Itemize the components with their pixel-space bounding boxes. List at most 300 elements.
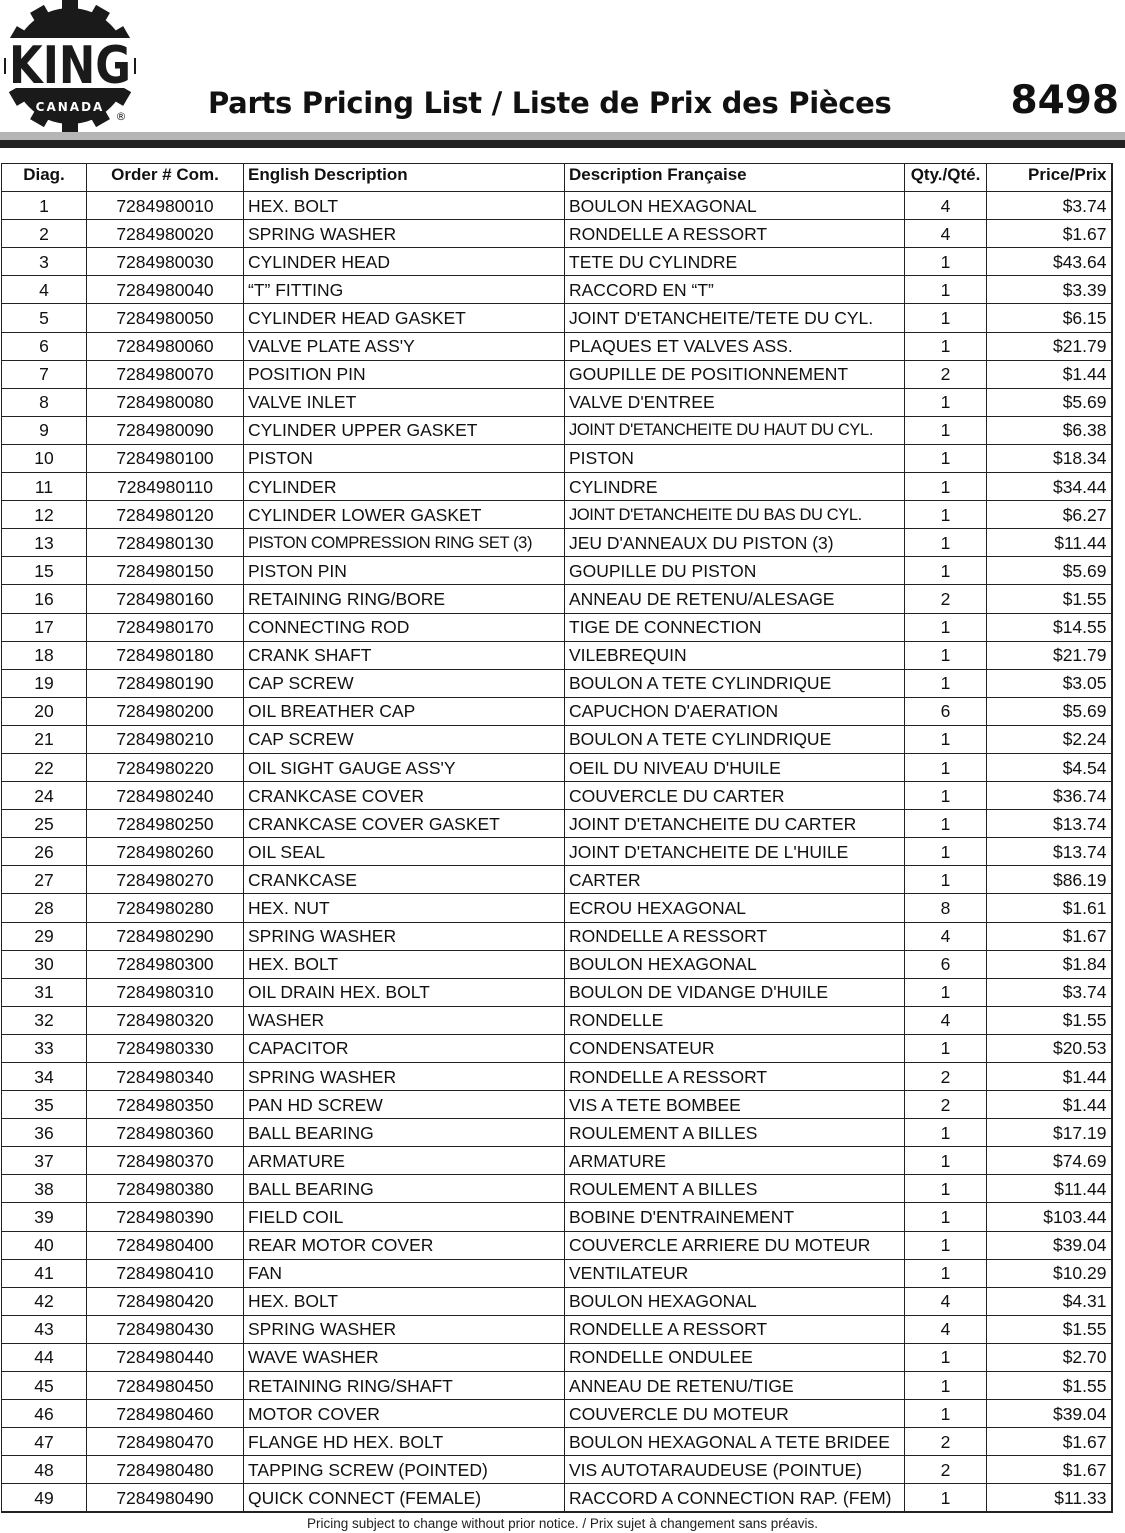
cell-diag: 32	[2, 1006, 87, 1034]
cell-order-number: 7284980180	[87, 641, 244, 669]
cell-english-description: CAPACITOR	[244, 1034, 565, 1062]
cell-english-description: PAN HD SCREW	[244, 1091, 565, 1119]
table-row	[2, 332, 1112, 360]
col-header-qty: Qty./Qté.	[905, 164, 987, 192]
cell-order-number: 7284980310	[87, 978, 244, 1006]
cell-diag: 22	[2, 753, 87, 781]
cell-english-description: HEX. BOLT	[244, 192, 565, 220]
cell-order-number: 7284980490	[87, 1484, 244, 1512]
cell-french-description: JOINT D'ETANCHEITE DU HAUT DU CYL.	[565, 416, 905, 444]
cell-english-description: CRANKCASE	[244, 866, 565, 894]
cell-french-description: BOULON HEXAGONAL	[565, 1287, 905, 1315]
cell-french-description: JOINT D'ETANCHEITE DE L'HUILE	[565, 838, 905, 866]
cell-order-number: 7284980070	[87, 360, 244, 388]
cell-english-description: SPRING WASHER	[244, 220, 565, 248]
cell-order-number: 7284980170	[87, 613, 244, 641]
cell-quantity: 2	[905, 1063, 987, 1091]
cell-price: $3.74	[987, 978, 1112, 1006]
cell-diag: 21	[2, 725, 87, 753]
cell-order-number: 7284980050	[87, 304, 244, 332]
cell-english-description: TAPPING SCREW (POINTED)	[244, 1456, 565, 1484]
table-row	[2, 1034, 1112, 1062]
cell-price: $1.55	[987, 1372, 1112, 1400]
cell-quantity: 1	[905, 838, 987, 866]
cell-french-description: COUVERCLE DU CARTER	[565, 782, 905, 810]
cell-english-description: WAVE WASHER	[244, 1343, 565, 1371]
cell-diag: 43	[2, 1315, 87, 1343]
cell-french-description: ANNEAU DE RETENU/ALESAGE	[565, 585, 905, 613]
cell-price: $21.79	[987, 332, 1112, 360]
cell-order-number: 7284980240	[87, 782, 244, 810]
cell-order-number: 7284980120	[87, 501, 244, 529]
cell-price: $3.05	[987, 669, 1112, 697]
table-row	[2, 1287, 1112, 1315]
cell-quantity: 1	[905, 1034, 987, 1062]
table-row	[2, 810, 1112, 838]
cell-english-description: REAR MOTOR COVER	[244, 1231, 565, 1259]
cell-order-number: 7284980390	[87, 1203, 244, 1231]
cell-quantity: 2	[905, 1091, 987, 1119]
cell-price: $1.84	[987, 950, 1112, 978]
cell-price: $1.55	[987, 1315, 1112, 1343]
cell-price: $43.64	[987, 248, 1112, 276]
cell-french-description: RONDELLE ONDULEE	[565, 1343, 905, 1371]
cell-quantity: 1	[905, 725, 987, 753]
cell-french-description: JOINT D'ETANCHEITE DU BAS DU CYL.	[565, 501, 905, 529]
cell-order-number: 7284980480	[87, 1456, 244, 1484]
table-row	[2, 585, 1112, 613]
table-row	[2, 1428, 1112, 1456]
header-rule-grey	[0, 132, 1125, 140]
cell-diag: 31	[2, 978, 87, 1006]
table-row	[2, 1343, 1112, 1371]
table-row	[2, 220, 1112, 248]
cell-quantity: 1	[905, 1484, 987, 1512]
cell-french-description: ROULEMENT A BILLES	[565, 1175, 905, 1203]
cell-quantity: 1	[905, 641, 987, 669]
cell-diag: 1	[2, 192, 87, 220]
cell-price: $1.67	[987, 922, 1112, 950]
cell-english-description: CYLINDER LOWER GASKET	[244, 501, 565, 529]
cell-quantity: 1	[905, 1231, 987, 1259]
table-row	[2, 1147, 1112, 1175]
cell-price: $18.34	[987, 444, 1112, 472]
table-row	[2, 473, 1112, 501]
cell-order-number: 7284980430	[87, 1315, 244, 1343]
cell-quantity: 6	[905, 697, 987, 725]
cell-english-description: RETAINING RING/SHAFT	[244, 1372, 565, 1400]
cell-french-description: BOULON HEXAGONAL	[565, 192, 905, 220]
cell-quantity: 1	[905, 1175, 987, 1203]
cell-french-description: CAPUCHON D'AERATION	[565, 697, 905, 725]
cell-price: $1.67	[987, 1456, 1112, 1484]
cell-english-description: WASHER	[244, 1006, 565, 1034]
cell-quantity: 4	[905, 192, 987, 220]
cell-diag: 9	[2, 416, 87, 444]
cell-english-description: SPRING WASHER	[244, 1315, 565, 1343]
cell-french-description: VENTILATEUR	[565, 1259, 905, 1287]
cell-order-number: 7284980210	[87, 725, 244, 753]
cell-price: $3.39	[987, 276, 1112, 304]
cell-english-description: CRANKCASE COVER	[244, 782, 565, 810]
cell-order-number: 7284980190	[87, 669, 244, 697]
cell-price: $6.38	[987, 416, 1112, 444]
model-number: 8498	[1010, 78, 1119, 123]
cell-price: $39.04	[987, 1400, 1112, 1428]
cell-french-description: CARTER	[565, 866, 905, 894]
cell-french-description: COUVERCLE DU MOTEUR	[565, 1400, 905, 1428]
cell-french-description: VIS AUTOTARAUDEUSE (POINTUE)	[565, 1456, 905, 1484]
cell-english-description: POSITION PIN	[244, 360, 565, 388]
table-row	[2, 416, 1112, 444]
table-row	[2, 641, 1112, 669]
cell-diag: 38	[2, 1175, 87, 1203]
table-row	[2, 782, 1112, 810]
cell-diag: 30	[2, 950, 87, 978]
cell-order-number: 7284980440	[87, 1343, 244, 1371]
table-row	[2, 1400, 1112, 1428]
cell-french-description: ROULEMENT A BILLES	[565, 1119, 905, 1147]
cell-quantity: 1	[905, 866, 987, 894]
cell-french-description: VIS A TETE BOMBEE	[565, 1091, 905, 1119]
cell-french-description: GOUPILLE DE POSITIONNEMENT	[565, 360, 905, 388]
cell-quantity: 4	[905, 922, 987, 950]
cell-diag: 20	[2, 697, 87, 725]
cell-french-description: BOULON HEXAGONAL	[565, 950, 905, 978]
cell-price: $4.54	[987, 753, 1112, 781]
cell-quantity: 6	[905, 950, 987, 978]
cell-diag: 19	[2, 669, 87, 697]
cell-order-number: 7284980280	[87, 894, 244, 922]
cell-order-number: 7284980150	[87, 557, 244, 585]
cell-diag: 5	[2, 304, 87, 332]
cell-price: $36.74	[987, 782, 1112, 810]
cell-diag: 11	[2, 473, 87, 501]
cell-quantity: 2	[905, 1428, 987, 1456]
cell-english-description: VALVE PLATE ASS'Y	[244, 332, 565, 360]
cell-quantity: 1	[905, 1203, 987, 1231]
table-row	[2, 838, 1112, 866]
table-row	[2, 1315, 1112, 1343]
cell-diag: 4	[2, 276, 87, 304]
cell-quantity: 2	[905, 360, 987, 388]
table-row	[2, 1456, 1112, 1484]
cell-quantity: 8	[905, 894, 987, 922]
cell-french-description: BOULON HEXAGONAL A TETE BRIDEE	[565, 1428, 905, 1456]
cell-order-number: 7284980040	[87, 276, 244, 304]
cell-price: $6.27	[987, 501, 1112, 529]
cell-diag: 12	[2, 501, 87, 529]
table-row	[2, 1063, 1112, 1091]
col-header-english: English Description	[244, 164, 565, 192]
cell-diag: 47	[2, 1428, 87, 1456]
cell-order-number: 7284980410	[87, 1259, 244, 1287]
cell-french-description: BOULON DE VIDANGE D'HUILE	[565, 978, 905, 1006]
cell-quantity: 4	[905, 1006, 987, 1034]
cell-french-description: CYLINDRE	[565, 473, 905, 501]
cell-quantity: 2	[905, 1456, 987, 1484]
cell-price: $39.04	[987, 1231, 1112, 1259]
cell-price: $74.69	[987, 1147, 1112, 1175]
cell-english-description: CYLINDER UPPER GASKET	[244, 416, 565, 444]
cell-english-description: FAN	[244, 1259, 565, 1287]
cell-english-description: PISTON COMPRESSION RING SET (3)	[244, 529, 565, 557]
cell-diag: 36	[2, 1119, 87, 1147]
cell-french-description: PLAQUES ET VALVES ASS.	[565, 332, 905, 360]
cell-english-description: PISTON	[244, 444, 565, 472]
cell-english-description: CONNECTING ROD	[244, 613, 565, 641]
cell-price: $103.44	[987, 1203, 1112, 1231]
cell-english-description: MOTOR COVER	[244, 1400, 565, 1428]
cell-quantity: 1	[905, 304, 987, 332]
cell-diag: 8	[2, 388, 87, 416]
cell-quantity: 4	[905, 1287, 987, 1315]
cell-english-description: OIL SIGHT GAUGE ASS'Y	[244, 753, 565, 781]
cell-diag: 2	[2, 220, 87, 248]
cell-quantity: 1	[905, 613, 987, 641]
cell-french-description: RONDELLE A RESSORT	[565, 220, 905, 248]
cell-diag: 27	[2, 866, 87, 894]
cell-english-description: RETAINING RING/BORE	[244, 585, 565, 613]
cell-diag: 10	[2, 444, 87, 472]
page-title: Parts Pricing List / Liste de Prix des Pièces	[208, 86, 892, 120]
table-header-row	[2, 164, 1112, 192]
cell-price: $5.69	[987, 388, 1112, 416]
cell-price: $14.55	[987, 613, 1112, 641]
cell-diag: 17	[2, 613, 87, 641]
table-row	[2, 1484, 1112, 1512]
cell-english-description: CRANKCASE COVER GASKET	[244, 810, 565, 838]
cell-order-number: 7284980020	[87, 220, 244, 248]
cell-quantity: 1	[905, 473, 987, 501]
table-row	[2, 1119, 1112, 1147]
table-row	[2, 1231, 1112, 1259]
cell-quantity: 1	[905, 1259, 987, 1287]
cell-price: $1.67	[987, 1428, 1112, 1456]
table-row	[2, 276, 1112, 304]
cell-english-description: OIL BREATHER CAP	[244, 697, 565, 725]
cell-french-description: ANNEAU DE RETENU/TIGE	[565, 1372, 905, 1400]
col-header-price: Price/Prix	[987, 164, 1112, 192]
cell-price: $1.44	[987, 360, 1112, 388]
cell-order-number: 7284980160	[87, 585, 244, 613]
cell-diag: 46	[2, 1400, 87, 1428]
cell-english-description: CAP SCREW	[244, 669, 565, 697]
cell-price: $5.69	[987, 697, 1112, 725]
cell-diag: 41	[2, 1259, 87, 1287]
cell-order-number: 7284980300	[87, 950, 244, 978]
cell-quantity: 1	[905, 388, 987, 416]
table-row	[2, 501, 1112, 529]
cell-english-description: BALL BEARING	[244, 1175, 565, 1203]
table-row	[2, 866, 1112, 894]
cell-french-description: RONDELLE A RESSORT	[565, 922, 905, 950]
cell-quantity: 1	[905, 276, 987, 304]
cell-diag: 26	[2, 838, 87, 866]
cell-price: $1.67	[987, 220, 1112, 248]
cell-french-description: JOINT D'ETANCHEITE DU CARTER	[565, 810, 905, 838]
cell-english-description: QUICK CONNECT (FEMALE)	[244, 1484, 565, 1512]
cell-french-description: RONDELLE A RESSORT	[565, 1315, 905, 1343]
cell-diag: 25	[2, 810, 87, 838]
cell-quantity: 1	[905, 248, 987, 276]
cell-order-number: 7284980220	[87, 753, 244, 781]
cell-price: $1.55	[987, 585, 1112, 613]
cell-diag: 42	[2, 1287, 87, 1315]
cell-diag: 16	[2, 585, 87, 613]
table-row	[2, 1006, 1112, 1034]
table-row	[2, 1175, 1112, 1203]
cell-price: $3.74	[987, 192, 1112, 220]
cell-order-number: 7284980100	[87, 444, 244, 472]
cell-french-description: ECROU HEXAGONAL	[565, 894, 905, 922]
cell-french-description: VILEBREQUIN	[565, 641, 905, 669]
cell-price: $1.44	[987, 1063, 1112, 1091]
table-row	[2, 529, 1112, 557]
cell-price: $2.70	[987, 1343, 1112, 1371]
cell-diag: 35	[2, 1091, 87, 1119]
cell-diag: 44	[2, 1343, 87, 1371]
cell-english-description: BALL BEARING	[244, 1119, 565, 1147]
cell-order-number: 7284980090	[87, 416, 244, 444]
table-row	[2, 725, 1112, 753]
cell-order-number: 7284980110	[87, 473, 244, 501]
table-row	[2, 978, 1112, 1006]
cell-quantity: 1	[905, 782, 987, 810]
cell-price: $6.15	[987, 304, 1112, 332]
col-header-french: Description Française	[565, 164, 905, 192]
cell-price: $21.79	[987, 641, 1112, 669]
cell-order-number: 7284980360	[87, 1119, 244, 1147]
cell-english-description: CRANK SHAFT	[244, 641, 565, 669]
cell-quantity: 1	[905, 501, 987, 529]
table-row	[2, 1372, 1112, 1400]
table-row	[2, 894, 1112, 922]
cell-price: $1.61	[987, 894, 1112, 922]
cell-diag: 7	[2, 360, 87, 388]
cell-french-description: RACCORD A CONNECTION RAP. (FEM)	[565, 1484, 905, 1512]
cell-order-number: 7284980400	[87, 1231, 244, 1259]
cell-price: $13.74	[987, 838, 1112, 866]
cell-diag: 40	[2, 1231, 87, 1259]
col-header-diag: Diag.	[2, 164, 87, 192]
table-row	[2, 248, 1112, 276]
cell-quantity: 2	[905, 585, 987, 613]
cell-order-number: 7284980420	[87, 1287, 244, 1315]
table-row	[2, 1091, 1112, 1119]
cell-quantity: 1	[905, 810, 987, 838]
cell-diag: 45	[2, 1372, 87, 1400]
cell-diag: 28	[2, 894, 87, 922]
cell-english-description: OIL DRAIN HEX. BOLT	[244, 978, 565, 1006]
cell-price: $5.69	[987, 557, 1112, 585]
cell-french-description: VALVE D'ENTREE	[565, 388, 905, 416]
cell-english-description: FLANGE HD HEX. BOLT	[244, 1428, 565, 1456]
cell-price: $20.53	[987, 1034, 1112, 1062]
cell-english-description: “T” FITTING	[244, 276, 565, 304]
cell-price: $2.24	[987, 725, 1112, 753]
cell-english-description: PISTON PIN	[244, 557, 565, 585]
cell-french-description: BOBINE D'ENTRAINEMENT	[565, 1203, 905, 1231]
table-row	[2, 669, 1112, 697]
cell-price: $86.19	[987, 866, 1112, 894]
cell-order-number: 7284980340	[87, 1063, 244, 1091]
cell-french-description: BOULON A TETE CYLINDRIQUE	[565, 725, 905, 753]
cell-english-description: HEX. BOLT	[244, 950, 565, 978]
cell-price: $1.55	[987, 1006, 1112, 1034]
cell-english-description: CYLINDER HEAD	[244, 248, 565, 276]
cell-diag: 24	[2, 782, 87, 810]
table-row	[2, 304, 1112, 332]
table-row	[2, 753, 1112, 781]
cell-diag: 6	[2, 332, 87, 360]
cell-french-description: RACCORD EN “T”	[565, 276, 905, 304]
cell-quantity: 1	[905, 669, 987, 697]
table-row	[2, 557, 1112, 585]
cell-diag: 15	[2, 557, 87, 585]
cell-order-number: 7284980200	[87, 697, 244, 725]
cell-order-number: 7284980370	[87, 1147, 244, 1175]
cell-english-description: HEX. BOLT	[244, 1287, 565, 1315]
header-rule-dark	[0, 140, 1125, 148]
cell-french-description: COUVERCLE ARRIERE DU MOTEUR	[565, 1231, 905, 1259]
cell-order-number: 7284980350	[87, 1091, 244, 1119]
cell-quantity: 1	[905, 1119, 987, 1147]
cell-price: $17.19	[987, 1119, 1112, 1147]
cell-price: $4.31	[987, 1287, 1112, 1315]
cell-english-description: FIELD COIL	[244, 1203, 565, 1231]
cell-quantity: 4	[905, 220, 987, 248]
cell-order-number: 7284980250	[87, 810, 244, 838]
cell-quantity: 1	[905, 1147, 987, 1175]
cell-quantity: 1	[905, 1400, 987, 1428]
table-row	[2, 444, 1112, 472]
cell-price: $13.74	[987, 810, 1112, 838]
cell-french-description: TIGE DE CONNECTION	[565, 613, 905, 641]
cell-english-description: HEX. NUT	[244, 894, 565, 922]
cell-diag: 37	[2, 1147, 87, 1175]
cell-quantity: 4	[905, 1315, 987, 1343]
cell-diag: 29	[2, 922, 87, 950]
cell-price: $11.44	[987, 1175, 1112, 1203]
cell-diag: 18	[2, 641, 87, 669]
cell-english-description: OIL SEAL	[244, 838, 565, 866]
cell-quantity: 1	[905, 529, 987, 557]
table-row	[2, 950, 1112, 978]
cell-order-number: 7284980290	[87, 922, 244, 950]
cell-quantity: 1	[905, 444, 987, 472]
table-row	[2, 360, 1112, 388]
table-row	[2, 1203, 1112, 1231]
cell-french-description: CONDENSATEUR	[565, 1034, 905, 1062]
cell-diag: 33	[2, 1034, 87, 1062]
cell-english-description: SPRING WASHER	[244, 1063, 565, 1091]
table-row	[2, 922, 1112, 950]
cell-english-description: CYLINDER	[244, 473, 565, 501]
cell-quantity: 1	[905, 978, 987, 1006]
cell-order-number: 7284980330	[87, 1034, 244, 1062]
cell-diag: 39	[2, 1203, 87, 1231]
cell-french-description: JEU D'ANNEAUX DU PISTON (3)	[565, 529, 905, 557]
table-row	[2, 1259, 1112, 1287]
cell-quantity: 1	[905, 753, 987, 781]
table-row	[2, 388, 1112, 416]
logo-subtext: CANADA	[35, 100, 105, 114]
table-row	[2, 613, 1112, 641]
pricing-disclaimer: Pricing subject to change without prior notice. / Prix sujet à changement sans préavis.	[306, 1516, 819, 1531]
cell-french-description: ARMATURE	[565, 1147, 905, 1175]
cell-french-description: RONDELLE	[565, 1006, 905, 1034]
